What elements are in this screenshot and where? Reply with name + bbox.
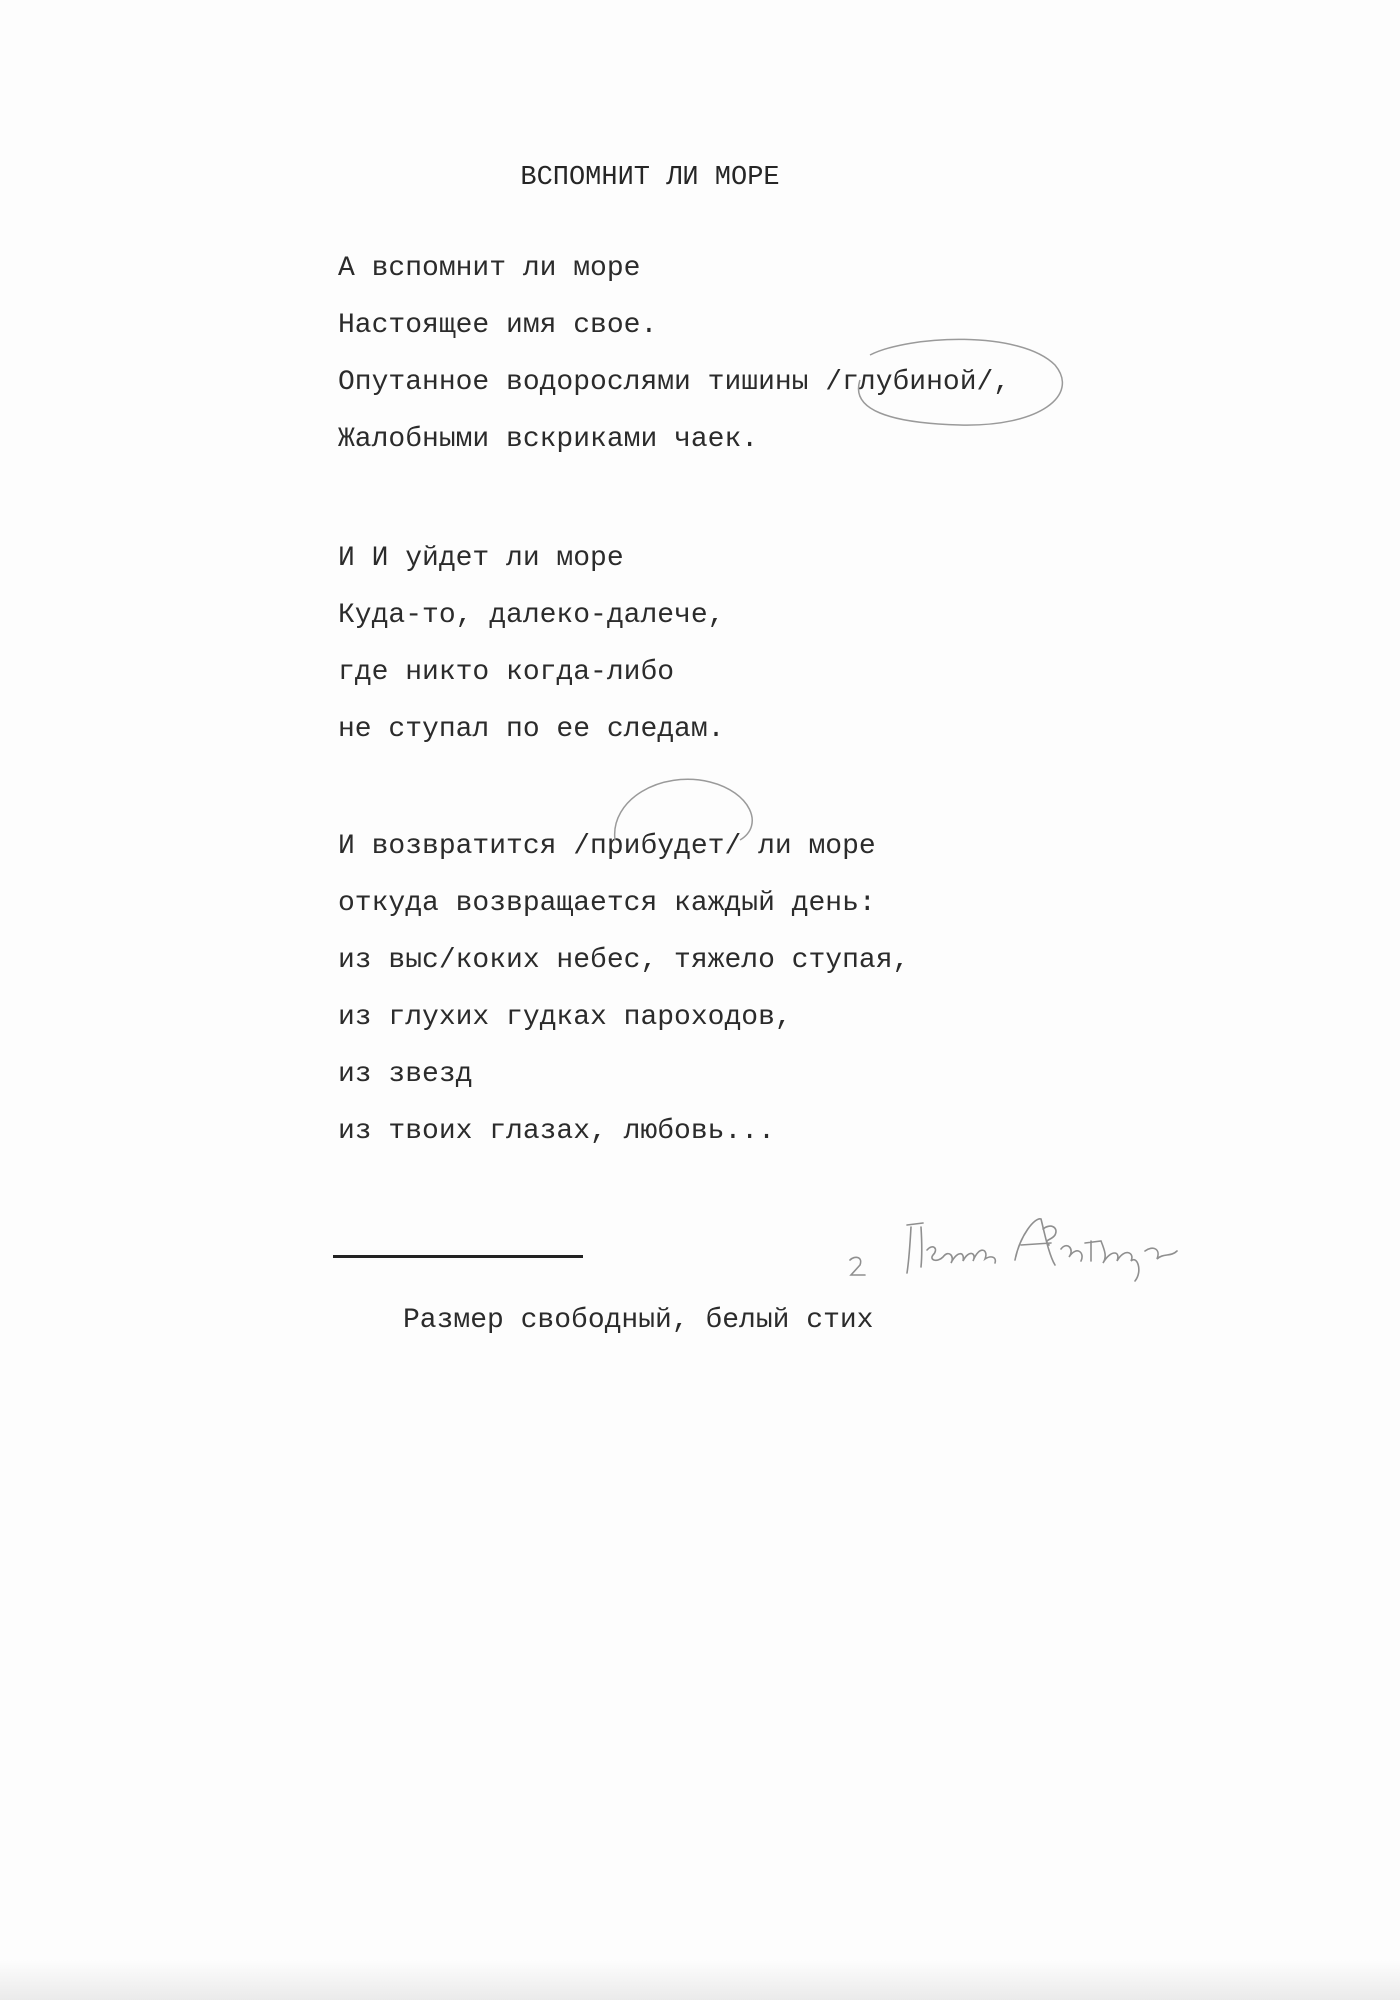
poem-line: из глухих гудках пароходов, — [338, 1002, 792, 1033]
page-edge-shadow — [0, 1960, 1400, 2000]
poem-line: А вспомнит ли море — [338, 253, 641, 284]
handwritten-pencil-note — [845, 1205, 1285, 1295]
divider-line — [333, 1255, 583, 1258]
poem-line: Жалобными вскриками чаек. — [338, 424, 759, 455]
poem-line: из звезд — [338, 1059, 473, 1090]
poem-line: И возвратится /прибудет/ ли море — [338, 831, 876, 862]
poem-line: откуда возвращается каждый день: — [338, 888, 876, 919]
stanza-3 — [338, 818, 909, 1160]
poem-line: из выс/коких небес, тяжело ступая, — [338, 945, 910, 976]
poem-line: не ступал по ее следам. — [338, 714, 725, 745]
poem-title: ВСПОМНИТ ЛИ МОРЕ — [520, 163, 780, 193]
stanza-2 — [338, 530, 724, 758]
poem-line: Опутанное водорослями тишины /глубиной/, — [338, 367, 1011, 398]
poem-line: из твоих глазах, любовь... — [338, 1116, 775, 1147]
meter-note: Размер свободный, белый стих — [403, 1305, 874, 1336]
poem-line: где никто когда-либо — [338, 657, 675, 688]
poem-line: Куда-то, далеко-далече, — [338, 600, 725, 631]
stanza-1 — [338, 240, 1010, 468]
poem-line: Настоящее имя свое. — [338, 310, 658, 341]
poem-line: И И уйдет ли море — [338, 543, 624, 574]
